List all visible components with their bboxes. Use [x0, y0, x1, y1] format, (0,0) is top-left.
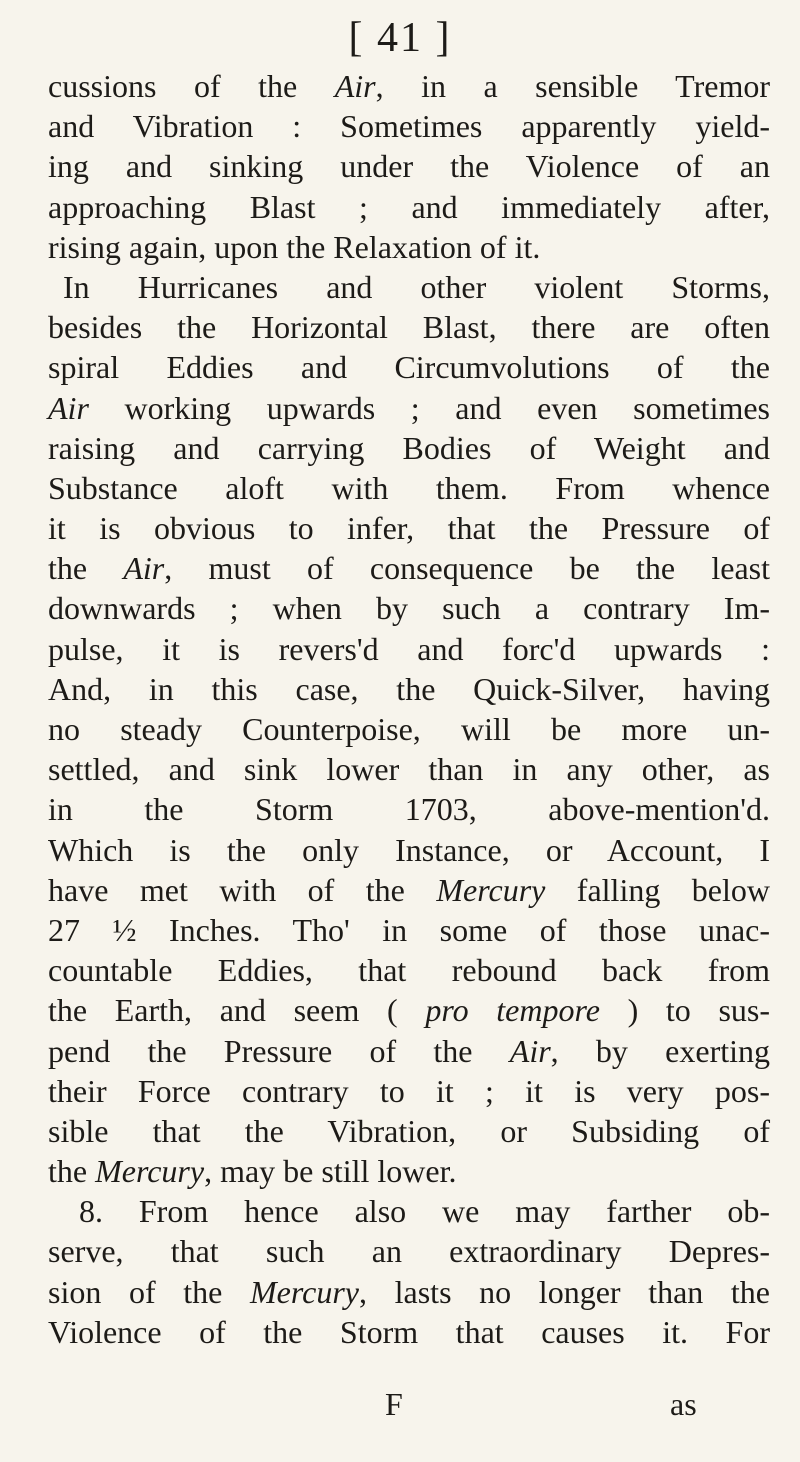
text-line: 27 ½ Inches. Tho' in some of those unac-	[48, 911, 770, 948]
text-line: In Hurricanes and other violent Storms,	[63, 268, 770, 305]
text-line: sible that the Vibration, or Subsiding of	[48, 1112, 770, 1149]
text-line: the Air, must of consequence be the least	[48, 550, 771, 587]
text-line: have met with of the Mercury falling below	[48, 871, 771, 908]
text-line: rising again, upon the Relaxation of it.	[48, 228, 541, 265]
text-line: pulse, it is revers'd and forc'd upwards :	[48, 630, 770, 667]
text-line: raising and carrying Bodies of Weight and	[48, 429, 770, 466]
text-line: and Vibration : Sometimes apparently yield-	[48, 108, 770, 145]
text-line: ing and sinking under the Violence of an	[48, 148, 770, 185]
text-line: And, in this case, the Quick-Silver, having	[48, 670, 770, 707]
text-line: spiral Eddies and Circumvolutions of the	[48, 349, 770, 386]
page-footer	[0, 1386, 800, 1426]
text-line: the Mercury, may be still lower.	[48, 1153, 457, 1190]
text-line: cussions of the Air, in a sensible Tremor	[48, 68, 771, 104]
text-line: countable Eddies, that rebound back from	[48, 952, 770, 989]
text-line: Air working upwards ; and even sometimes	[48, 389, 770, 426]
text-line: the Earth, and seem ( pro tempore ) to sus-	[48, 992, 771, 1029]
body-text	[48, 66, 770, 1352]
text-line: it is obvious to infer, that the Pressure of	[48, 510, 770, 547]
text-line: pend the Pressure of the Air, by exerting	[48, 1032, 771, 1069]
text-line: approaching Blast ; and immediately after,	[48, 188, 770, 225]
text-line: no steady Counterpoise, will be more un-	[48, 711, 770, 747]
text-line: Which is the only Instance, or Account, I	[48, 831, 770, 868]
page-number: [ 41 ]	[348, 15, 452, 61]
text-line: downwards ; when by such a contrary Im-	[48, 590, 770, 627]
text-line: settled, and sink lower than in any other, as	[48, 751, 770, 788]
text-line: serve, that such an extraordinary Depres-	[48, 1233, 770, 1270]
catchword: as	[670, 1386, 697, 1422]
text-line: Violence of the Storm that causes it. For	[48, 1313, 770, 1350]
text-line: Substance aloft with them. From whence	[48, 469, 770, 506]
text-line: besides the Horizontal Blast, there are often	[48, 309, 770, 346]
text-line: sion of the Mercury, lasts no longer than the	[48, 1273, 771, 1310]
text-line: 8. From hence also we may farther ob-	[79, 1193, 770, 1230]
signature-mark: F	[385, 1386, 403, 1422]
text-line: in the Storm 1703, above-mention'd.	[48, 791, 770, 828]
text-line: their Force contrary to it ; it is very pos-	[48, 1072, 770, 1109]
